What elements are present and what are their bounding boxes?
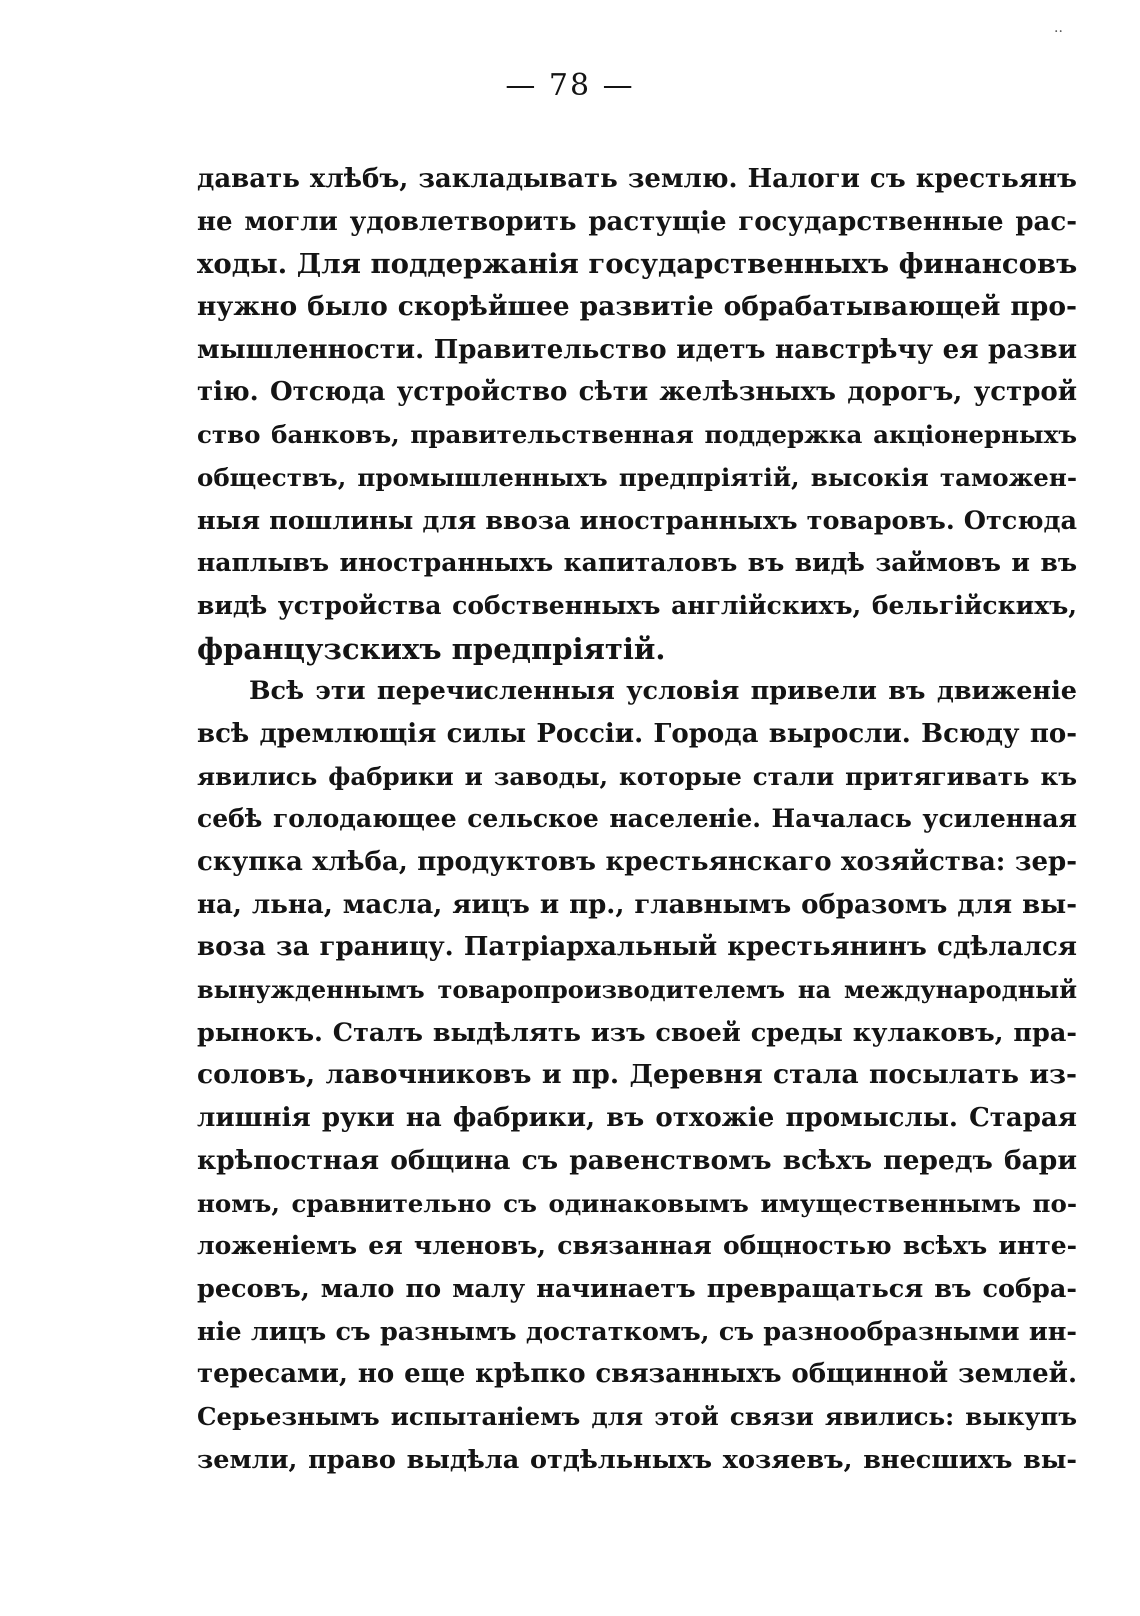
text-line: ресовъ, мало по малу начинаетъ превращаться въ собра- — [197, 1273, 1077, 1304]
text-line: Всѣ эти перечисленныя условія привели въ движеніе — [249, 676, 1077, 707]
text-line: номъ, сравнительно съ одинаковымъ имущественнымъ по- — [197, 1188, 1077, 1218]
text-line: рынокъ. Сталъ выдѣлять изъ своей среды кулаковъ, пра- — [197, 1017, 1077, 1048]
text-line: соловъ, лавочниковъ и пр. Деревня стала посылать из- — [197, 1059, 1077, 1091]
text-line: не могли удовлетворить растущіе государственные рас- — [197, 206, 1077, 237]
text-line: скупка хлѣба, продуктовъ крестьянскаго хозяйства: зер- — [197, 847, 1077, 877]
scan-speck: ·· — [1054, 24, 1063, 40]
text-line: ложеніемъ ея членовъ, связанная общностью всѣхъ инте- — [197, 1231, 1077, 1261]
page-number: — 78 — — [505, 68, 635, 103]
text-line: ходы. Для поддержанія государственныхъ финансовъ — [197, 248, 1078, 281]
text-line: явились фабрики и заводы, которые стали притягивать къ — [197, 761, 1077, 791]
text-line: ніе лицъ съ разнымъ достаткомъ, съ разнообразными ин- — [197, 1316, 1077, 1347]
text-line: наплывъ иностранныхъ капиталовъ въ видѣ займовъ и въ — [197, 548, 1077, 578]
text-line: вынужденнымъ товаропроизводителемъ на международный — [197, 975, 1077, 1005]
text-line: крѣпостная община съ равенствомъ всѣхъ передъ бари — [197, 1144, 1077, 1176]
text-line: обществъ, промышленныхъ предпріятій, высокія таможен- — [197, 462, 1077, 492]
text-line: на, льна, масла, яицъ и пр., главнымъ образомъ для вы- — [197, 889, 1077, 920]
text-line: французскихъ предпріятій. — [197, 631, 666, 666]
body-text — [197, 158, 1077, 1481]
text-line: Серьезнымъ испытаніемъ для этой связи явились: выкупъ — [197, 1401, 1077, 1431]
text-line: видѣ устройства собственныхъ англійскихъ, бельгійскихъ, — [197, 590, 1077, 620]
text-line: лишнія руки на фабрики, въ отхожіе промыслы. Старая — [197, 1103, 1077, 1134]
text-line: давать хлѣбъ, закладывать землю. Налоги съ крестьянъ — [197, 164, 1077, 194]
text-line: ныя пошлины для ввоза иностранныхъ товаровъ. Отсюда — [197, 505, 1077, 536]
text-line: земли, право выдѣла отдѣльныхъ хозяевъ, внесшихъ вы- — [197, 1444, 1077, 1475]
text-line: нужно было скорѣйшее развитіе обрабатывающей про- — [197, 291, 1077, 323]
text-line: всѣ дремлющія силы Россіи. Города выросли. Всюду по- — [197, 718, 1077, 749]
text-line: себѣ голодающее сельское населеніе. Началась усиленная — [197, 804, 1077, 834]
text-line: тересами, но еще крѣпко связанныхъ общинной землей. — [197, 1359, 1077, 1390]
text-line: тію. Отсюда устройство сѣти желѣзныхъ дорогъ, устрой — [197, 377, 1077, 408]
text-line: воза за границу. Патріархальный крестьянинъ сдѣлался — [197, 932, 1077, 963]
text-line: ство банковъ, правительственная поддержка акціонерныхъ — [197, 420, 1077, 450]
text-line: мышленности. Правительство идетъ навстрѣчу ея разви — [197, 334, 1077, 365]
